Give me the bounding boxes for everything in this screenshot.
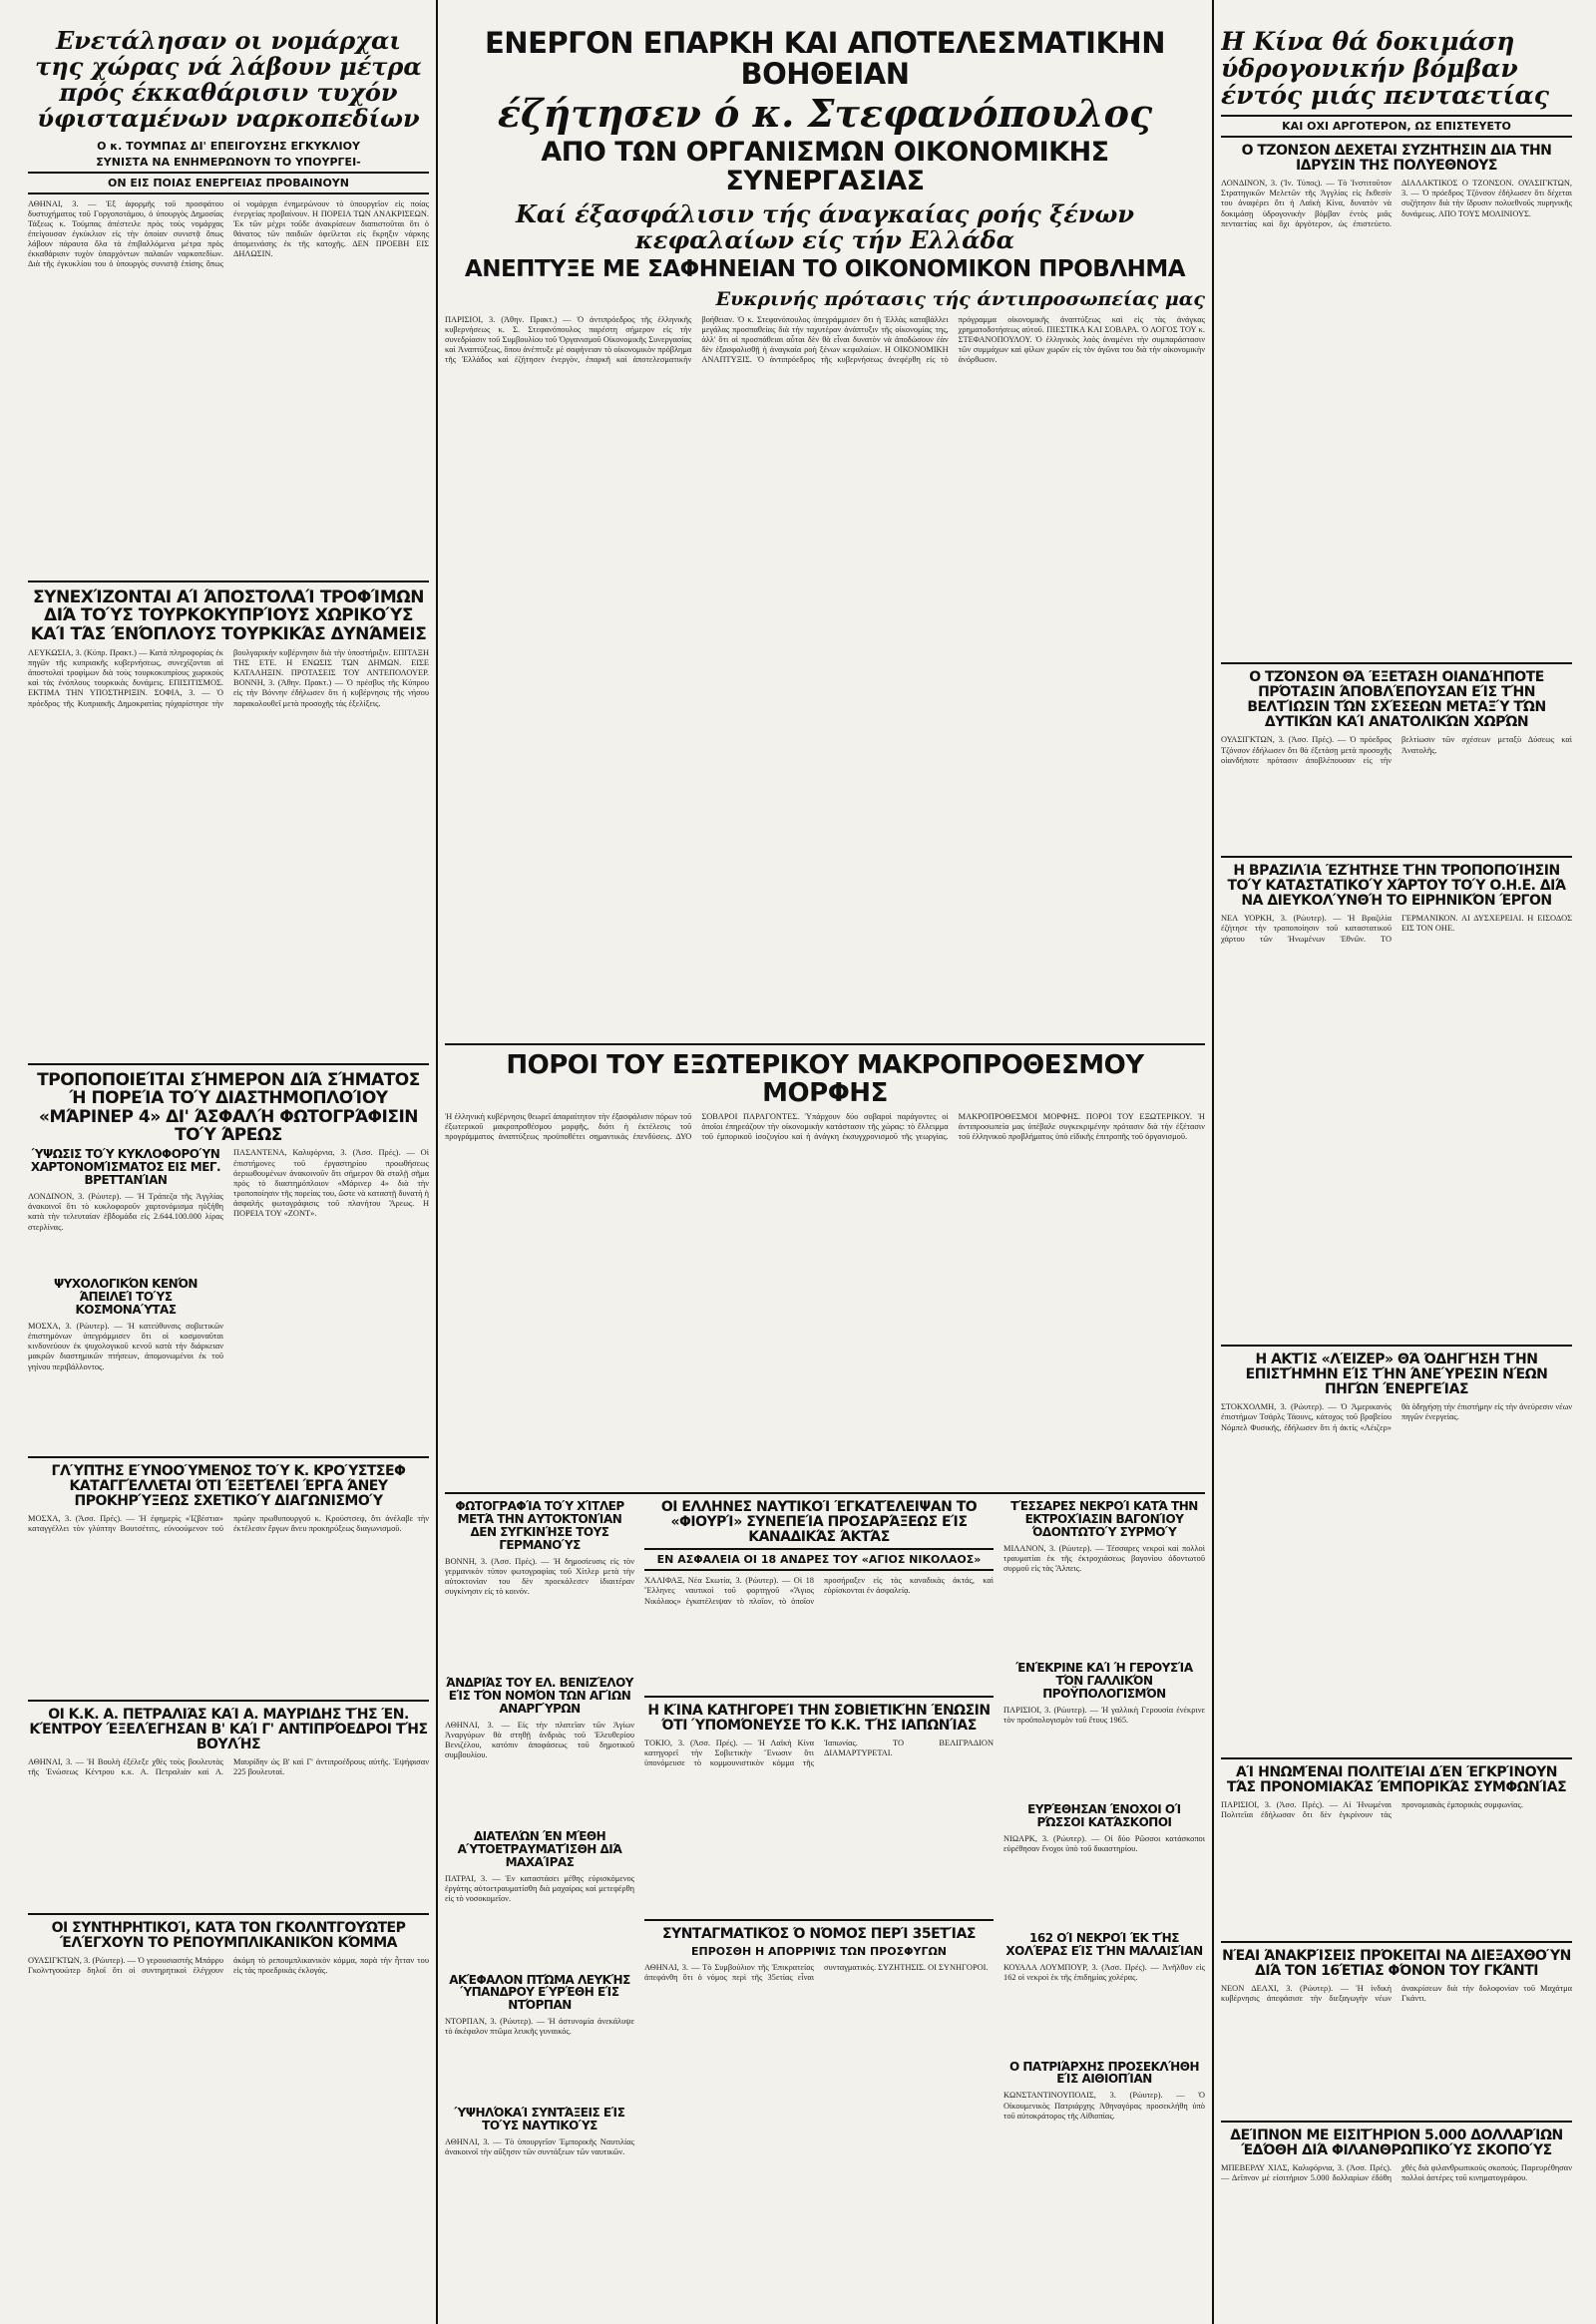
headline: 162 ΟΊ ΝΕΚΡΟΊ ΈΚ ΤΉΣ ΧΟΛΈΡΑΣ ΕΊΣ ΤΉΝ ΜΑΛΑΙΣΊΑΝ bbox=[1005, 1930, 1203, 1958]
headline: ΆΝΔΡΙΆΣ ΤΟΥ ΕΛ. ΒΕΝΙΖΈΛΟΥ ΕΊΣ ΤΌΝ ΝΟΜΌΝ ΤΩΝ ΑΓΊΩΝ ΑΝΑΡΓΎΡΩΝ bbox=[446, 1675, 633, 1716]
article-parliament bbox=[28, 1708, 429, 1907]
headline: Ενετάλησαν οι νομάρχαι της χώρας νά λάβουν μέτρα πρός έκκαθάρισιν τυχόν ύφισταμένων ναρκοπεδίων bbox=[35, 28, 422, 133]
subheadline: Καί έξασφάλισιν τής άναγκαίας ροής ξένων κεφαλαίων είς τήν Ελλάδα bbox=[515, 198, 1135, 254]
headline: ΟΙ Κ.Κ. Α. ΠΕΤΡΑΛΙΆΣ ΚΑΊ Α. ΜΑΥΡΙΔΗΣ ΤΉΣ ΈΝ. ΚΈΝΤΡΟΥ ΈΞΕΛΈΓΗΣΑΝ Β' ΚΑΊ Γ' ΑΝΤΙΠΡΌΕΔΡΟΙ ΤΉΣ ΒΟΥΛΉΣ bbox=[29, 1708, 428, 1753]
article-body: ΛΟΝΔΙΝΟΝ, 3. (Ἰν. Τύπος). — Τὸ Ἰνστιτοῦτον Στρατηγικῶν Μελετῶν τῆς Ἀγγλίας εἰς ἔκθεσίν του ἀναφέρει ὅτι ἡ Λαϊκὴ Κίνα, δυνατὸν νὰ δοκιμάσῃ ὑδρογονικὴν βόμβαν ἐντὸς μιᾶς πενταετίας καὶ ὄχι ἀργότερον, ὡς ἐπιστεύετο. ΔΙΑΛΑΚΤΙΚΟΣ Ο ΤΖΟΝΣΟΝ. ΟΥΑΣΙΓΚΤΩΝ, 3. — Ὁ πρόεδρος Τζόνσον ἐδήλωσεν ὅτι δέχεται συζήτησιν διὰ τὴν ἵδρυσιν πολυεθνοῦς πυρηνικῆς δυνάμεως. ΑΠΟ ΤΟΥΣ ΜΟΛΙΝΙΟΥΣ. bbox=[1221, 179, 1572, 228]
headline: ΤΡΟΠΟΠΟΙΕΊΤΑΙ ΣΉΜΕΡΟΝ ΔΙΆ ΣΉΜΑΤΟΣ Ή ΠΟΡΕΊΑ ΤΟΎ ΔΙΑΣΤΗΜΟΠΛΟΊΟΥ «ΜΆΡΙΝΕΡ 4» ΔΙ' ΆΣΦΑΛΉ ΦΩΤΟΓΡΆΦΙΣΙΝ ΤΟΎ ΆΡΕΩΣ bbox=[37, 1071, 420, 1146]
article-body: ΝΕΟΝ ΔΕΛΧΙ, 3. (Ρώυτερ). — Ἡ ἰνδικὴ κυβέρνησις ἀπεφάσισε τὴν διεξαγωγὴν νέων ἀνακρίσεων διὰ τὴν δολοφονίαν τοῦ Μαχάτμα Γκάντι. bbox=[1221, 1984, 1572, 2004]
headline: έζήτησεν ό κ. Στεφανόπουλος bbox=[497, 90, 1153, 136]
article-body: ΝΤΟΡΠΑΝ, 3. (Ρώυτερ). — Ἡ ἀστυνομία ἀνεκάλυψε τὸ ἀκέφαλον πτῶμα λευκῆς γυναικός. bbox=[445, 2017, 634, 2037]
divider bbox=[28, 1063, 429, 1065]
headline: Η ΒΡΑΖΙΛΊΑ ΈΖΉΤΗΣΕ ΤΉΝ ΤΡΟΠΟΠΟΊΗΣΙΝ ΤΟΎ ΚΑΤΑΣΤΑΤΙΚΟΎ ΧΆΡΤΟΥ ΤΟΎ Ο.Η.Ε. ΔΙΆ ΝΑ ΔΙΕΥΚΟΛΎΝΘΉ ΤΟ ΕΙΡΗΝΙΚΌΝ ΈΡΓΟΝ bbox=[1227, 864, 1566, 910]
subheadline: ΣΥΝΙΣΤΑ ΝΑ ΕΝΗΜΕΡΩΝΟΥΝ ΤΟ ΥΠΟΥΡΓΕΙ- bbox=[96, 155, 361, 169]
column-rule bbox=[436, 0, 438, 2324]
subheadline: ΚΑΙ ΟΧΙ ΑΡΓΟΤΕΡΟΝ, ΩΣ ΕΠΙΣΤΕΥΕΤΟ bbox=[1221, 115, 1572, 138]
subheadline: ΑΝΕΠΤΥΞΕ ΜΕ ΣΑΦΗΝΕΙΑΝ ΤΟ ΟΙΚΟΝΟΜΙΚΟΝ ΠΡΟΒΛΗΜΑ bbox=[464, 255, 1186, 282]
article-china-hbomb bbox=[1221, 28, 1572, 656]
article-body: ΚΟΥΑΛΑ ΛΟΥΜΠΟΥΡ, 3. (Ἀσσ. Πρές). — Ἀνῆλθον εἰς 162 οἱ νεκροὶ ἐκ τῆς ἐπιδημίας χολέρας. bbox=[1003, 1962, 1205, 1982]
subheadline: Ευκρινής πρότασις τής άντιπροσωπείας μας bbox=[715, 287, 1205, 310]
headline: ΨΥΧΟΛΟΓΙΚΌΝ ΚΕΝΌΝ ΆΠΕΙΛΕΊ ΤΟΎΣ ΚΟΣΜΟΝΑΎΤΑΣ bbox=[54, 1277, 198, 1318]
divider bbox=[1221, 2121, 1572, 2123]
article-johnson-east-west bbox=[1221, 670, 1572, 850]
article-gandhi bbox=[1221, 1949, 1572, 2115]
article-mariner bbox=[28, 1071, 429, 1450]
divider bbox=[28, 581, 429, 582]
article-cyprus-supplies bbox=[28, 588, 429, 1057]
divider bbox=[28, 1700, 429, 1702]
article-body: ΑΘΗΝΑΙ, 3. — Ἡ Βουλὴ ἐξέλεξε χθὲς τοὺς βουλευτὰς τῆς Ἑνώσεως Κέντρου κ.κ. Α. Πετραλιὰν καὶ Α. Μαυρίδην ὡς Β' καὶ Γ' ἀντιπροέδρους αὐτῆς. Ἐψήφισαν 225 βουλευταί. bbox=[28, 1757, 429, 1777]
article-body: ΜΟΣΧΑ, 3. (Ρώυτερ). — Ἡ κατεύθυνσις σοβιετικῶν ἐπιστημόνων ὑπεγράμμισεν ὅτι οἱ κοσμοναῦται κινδυνεύουν ἐκ ψυχολογικοῦ κενοῦ κατὰ τὴν διάρκειαν μακρῶν διαστημικῶν πτήσεων, ἀπομονωμένοι ἐκ τοῦ γηίνου περιβάλλοντος. bbox=[28, 1322, 223, 1371]
article-body: ΜΙΛΑΝΟΝ, 3. (Ρώυτερ). — Τέσσαρες νεκροὶ καὶ πολλοὶ τραυματίαι ἐκ τῆς ἐκτροχιάσεως βαγονίου ὀδοντωτοῦ συρμοῦ εἰς τὰς Ἄλπεις. bbox=[1003, 1543, 1205, 1574]
divider bbox=[1221, 1757, 1572, 1759]
article-body: ΑΘΗΝΑΙ, 3. — Ἐξ ἀφορμῆς τοῦ προσφάτου δυστυχήματος τοῦ Γοργοποτάμου, ὁ ὑπουργὸς Δημοσίας Τάξεως κ. Τούμπας ἀπέστειλε πρὸς τοὺς νομάρχας ἐπείγουσαν ἐγκύκλιον εἰς τὴν ὁποίαν συνιστᾷ ὅπως λάβουν πάραυτα ὅλα τὰ ἐπιβαλλόμενα μέτρα πρὸς ἐκκαθάρισιν τυχὸν ὑπαρχόντων παλαιῶν ναρκοπεδίων. Διὰ τῆς ἐγκυκλίου του ὁ ὑπουργὸς συνιστᾷ ἐπίσης ὅπως οἱ νομάρχαι ἐνημερώνουν τὸ ὑπουργεῖον εἰς ποίας ἐνεργείας προβαίνουν. Η ΠΟΡΕΙΑ ΤΩΝ ΑΝΑΚΡΙΣΕΩΝ. Ἐκ τῶν μέχρι τοῦδε ἀνακρίσεων διαπιστοῦται ὅτι ὁ θάνατος τῶν παιδιῶν ὀφείλεται εἰς ἔκρηξιν νάρκης ἀπομεινάσης ἐκ τῆς κατοχῆς. ΔΕΝ ΠΡΟΕΒΗ ΕΙΣ ΔΗΛΩΣΙΝ. bbox=[28, 198, 429, 269]
article-body: ΟΥΑΣΙΓΚΤΩΝ, 3. (Ἀσσ. Πρές). — Ὁ πρόεδρος Τζόνσον ἐδήλωσεν ὅτι θὰ ἐξετάσῃ μετὰ προσοχῆς οἱανδήποτε πρότασιν ἀποβλέπουσαν εἰς τὴν βελτίωσιν τῶν σχέσεων μεταξὺ Δύσεως καὶ Ἀνατολῆς. bbox=[1221, 735, 1572, 765]
headline: ΎΨΗΛΌΚΑΊ ΣΥΝΤΆΞΕΙΣ ΕΊΣ ΤΟΎΣ ΝΑΥΤΙΚΟΎΣ bbox=[454, 2106, 625, 2133]
headline: ΎΨΩΣΙΣ ΤΟΎ ΚΥΚΛΟΦΟΡΟΎΝ ΧΑΡΤΟΝΟΜΊΣΜΑΤΟΣ ΕΙΣ ΜΕΓ. ΒΡΕΤΤΑΝΊΑΝ bbox=[30, 1147, 221, 1188]
article-us-trade bbox=[1221, 1765, 1572, 1935]
headline: ΝΈΑΙ ΆΝΑΚΡΊΣΕΙΣ ΠΡΌΚΕΙΤΑΙ ΝΑ ΔΙΕΞΑΧΘΟΎΝ ΔΙΆ ΤΟΝ 16ΈΤΙΑΣ ΦΌΝΟΝ ΤΟΥ ΓΚΆΝΤΙ bbox=[1222, 1949, 1571, 1980]
article-hitler-photo bbox=[445, 1500, 634, 2310]
article-foreign-resources bbox=[445, 1051, 1205, 1486]
divider bbox=[1221, 1345, 1572, 1347]
article-body: ΒΟΝΝΗ, 3. (Ἀσσ. Πρές). — Ἡ δημοσίευσις εἰς τὸν γερμανικὸν τύπον φωτογραφίας τοῦ Χίτλερ μετὰ τὴν αὐτοκτονίαν του δὲν προεκάλεσεν ἰδιαιτέραν συγκίνησιν εἰς τὸ κοινόν. bbox=[445, 1556, 634, 1597]
divider bbox=[445, 1043, 1205, 1045]
divider bbox=[644, 1919, 994, 1921]
article-body: ΑΘΗΝΑΙ, 3. — Τὸ ὑπουργεῖον Ἐμπορικῆς Ναυτιλίας ἀνακοινοῖ τὴν αὔξησιν τῶν συντάξεων τῶν ναυτικῶν. bbox=[445, 2137, 634, 2157]
article-35-years-law bbox=[644, 1927, 994, 2310]
article-goldwater bbox=[28, 1921, 429, 2310]
subheadline: Ο ΤΖΟΝΣΟΝ ΔΕΧΕΤΑΙ ΣΥΖΗΤΗΣΙΝ ΔΙΑ ΤΗΝ ΙΔΡΥΣΙΝ ΤΗΣ ΠΟΛΥΕΘΝΟΥΣ bbox=[1241, 143, 1552, 175]
article-brazil-un bbox=[1221, 864, 1572, 1339]
article-body: ΝΕΑ ΥΟΡΚΗ, 3. (Ρώυτερ). — Ἡ Βραζιλία ἐζήτησε τὴν τροποποίησιν τοῦ καταστατικοῦ χάρτου τῶν Ἡνωμένων Ἐθνῶν. ΤΟ ΓΕΡΜΑΝΙΚΟΝ. ΑΙ ΔΥΣΧΕΡΕΙΑΙ. Η ΕΙΣΟΔΟΣ ΕΙΣ ΤΟΝ ΟΗΕ. bbox=[1221, 914, 1572, 944]
headline: ΕΥΡΈΘΗΣΑΝ ΈΝΟΧΟΙ ΟΊ ΡΏΣΣΟΙ ΚΑΤΆΣΚΟΠΟΙ bbox=[1027, 1801, 1181, 1829]
headline: ΦΩΤΟΓΡΑΦΊΑ ΤΟΎ ΧΊΤΛΕΡ ΜΕΤΆ ΤΗΝ ΑΥΤΟΚΤΟΝΊΑΝ ΔΕΝ ΣΥΓΚΙΝΉΣΕ ΤΟΥΣ ΓΕΡΜΑΝΟΎΣ bbox=[455, 1500, 624, 1552]
article-minefields bbox=[28, 28, 429, 575]
headline: Η ΚΊΝΑ ΚΑΤΗΓΟΡΕΊ ΤΗΝ ΣΟΒΙΕΤΙΚΉΝ ΈΝΩΣΙΝ ΌΤΙ ΎΠΟΜΌΝΕΥΣΕ ΤΌ Κ.Κ. ΤΉΣ ΙΑΠΩΝΊΑΣ bbox=[647, 1704, 991, 1735]
article-body: ΠΑΣΑΝΤΕΝΑ, Καλιφόρνια, 3. (Ἀσσ. Πρές). — Οἱ ἐπιστήμονες τοῦ ἐργαστηρίου προωθήσεως ἀεριωθουμένων ἀνακοινοῦν ὅτι σήμερον θὰ σταλῇ σῆμα πρὸς τὸ διαστημόπλοιον «Μάρινερ 4» διὰ τὴν τροποποίησιν τῆς πορείας του, ὥστε νὰ καταστῇ δυνατὴ ἡ ἀσφαλὴς φωτογράφισις τοῦ πλανήτου Ἄρεως. Η ΠΟΡΕΙΑ ΤΟΥ «ΖΟΝΤ». bbox=[233, 1148, 429, 1218]
article-body: Ἡ ἑλληνικὴ κυβέρνησις θεωρεῖ ἀπαραίτητον τὴν ἐξασφάλισιν πόρων τοῦ ἐξωτερικοῦ μακροπροθέσμου μορφῆς, διότι ἡ ἐκτέλεσις τοῦ προγράμματος ἀναπτύξεως προϋποθέτει σημαντικὰς ἐπενδύσεις. ΔΥΟ ΣΟΒΑΡΟΙ ΠΑΡΑΓΟΝΤΕΣ. Ὑπάρχουν δύο σοβαροὶ παράγοντες οἱ ὁποῖοι ἐπηρεάζουν τὴν οἰκονομικὴν κατάστασιν τῆς χώρας: τὸ ἔλλειμμα τοῦ ἐμπορικοῦ ἰσοζυγίου καὶ ἡ ἀνάγκη ἐκσυγχρονισμοῦ τῆς γεωργίας. ΜΑΚΡΟΠΡΟΘΕΣΜΟΙ ΜΟΡΦΗΣ. ΠΟΡΟΙ ΤΟΥ ΕΞΩΤΕΡΙΚΟΥ. Ἡ ἀντιπροσωπεία μας ὑπέβαλε συγκεκριμένην πρότασιν διὰ τὴν ἐξέτασιν τοῦ ἑλληνικοῦ προβλήματος ὑπὸ εἰδικῆς ἐπιτροπῆς τοῦ ὀργανισμοῦ. bbox=[445, 1112, 1205, 1142]
subheadline: Ο κ. ΤΟΥΜΠΑΣ ΔΙ' ΕΠΕΙΓΟΥΣΗΣ ΕΓΚΥΚΛΙΟΥ bbox=[97, 139, 360, 153]
headline: Η ΑΚΤΊΣ «ΛΈΙΖΕΡ» ΘΆ ΌΔΗΓΉΣΗ ΤΉΝ ΕΠΙΣΤΉΜΗΝ ΕΊΣ ΤΉΝ ΆΝΕΎΡΕΣΙΝ ΝΈΩΝ ΠΗΓΏΝ ΈΝΕΡΓΕΊΑΣ bbox=[1245, 1353, 1548, 1398]
headline: ΕΝΕΡΓΟΝ ΕΠΑΡΚΗ ΚΑΙ ΑΠΟΤΕΛΕΣΜΑΤΙΚΗΝ ΒΟΗΘΕΙΑΝ bbox=[485, 28, 1165, 92]
divider bbox=[644, 1696, 994, 1698]
article-body: ΠΑΤΡΑΙ, 3. — Ἐν καταστάσει μέθης εὑρισκόμενος ἐργάτης αὐτοετραυματίσθη διὰ μαχαίρας καὶ μετεφέρθη εἰς τὸ νοσοκομεῖον. bbox=[445, 1873, 634, 1903]
divider bbox=[28, 1913, 429, 1915]
headline: ΓΛΎΠΤΗΣ ΕΎΝΟΟΎΜΕΝΟΣ ΤΟΎ Κ. ΚΡΟΎΣΤΣΕΦ ΚΑΤΑΓΓΈΛΛΕΤΑΙ ΌΤΙ ΈΞΕΤΈΛΕΙ ΈΡΓΑ ΆΝΕΥ ΠΡΟΚΗΡΎΞΕΩΣ ΣΧΕΤΙΚΟΎ ΔΙΑΓΩΝΙΣΜΟΎ bbox=[51, 1464, 406, 1510]
headline: Η Κίνα θά δοκιμάση ύδρογονικήν βόμβαν έντός μιάς πενταετίας bbox=[1221, 28, 1550, 110]
article-body: ΠΑΡΙΣΙΟΙ, 3. (Ἀσσ. Πρές). — Αἱ Ἡνωμέναι Πολιτεῖαι ἐδήλωσαν ὅτι δὲν ἐγκρίνουν τὰς προνομιακὰς ἐμπορικὰς συμφωνίας. bbox=[1221, 1800, 1523, 1820]
headline: ΔΕΊΠΝΟΝ ΜΕ ΕΙΣΙΤΉΡΙΟΝ 5.000 ΔΟΛΛΑΡΊΩΝ ΈΔΌΘΗ ΔΙΆ ΦΙΛΑΝΘΡΩΠΙΚΟΎΣ ΣΚΟΠΟΎΣ bbox=[1230, 2129, 1563, 2159]
headline: ΔΙΑΤΕΛΏΝ ΈΝ ΜΈΘΗ ΑΎΤΟΕΤΡΑΥΜΑΤΊΣΘΗ ΔΙΆ ΜΑΧΑΊΡΑΣ bbox=[457, 1828, 622, 1869]
divider bbox=[445, 1492, 1205, 1494]
column-rule bbox=[1212, 0, 1214, 2324]
divider bbox=[1221, 856, 1572, 858]
article-body: ΛΟΝΔΙΝΟΝ, 3. (Ρώυτερ). — Ἡ Τράπεζα τῆς Ἀγγλίας ἀνακοινοῖ ὅτι τὸ κυκλοφοροῦν χαρτονόμισμα ηὐξήθη κατὰ τὴν τελευταίαν ἑβδομάδα εἰς 2.644.100.000 λίρας στερλίνας. bbox=[28, 1192, 223, 1232]
article-body: ΑΘΗΝΑΙ, 3. — Εἰς τὴν πλατεῖαν τῶν Ἁγίων Ἀναργύρων θὰ στηθῇ ἀνδριὰς τοῦ Ἐλευθερίου Βενιζέλου, κατόπιν ἀποφάσεως τοῦ δημοτικοῦ συμβουλίου. bbox=[445, 1720, 634, 1759]
divider bbox=[1221, 1941, 1572, 1943]
article-body: ΣΤΟΚΧΟΛΜΗ, 3. (Ρώυτερ). — Ὁ Ἀμερικανὸς ἐπιστήμων Τσάρλς Τάουνς, κάτοχος τοῦ βραβείου Νόμπελ Φυσικῆς, ἐδήλωσεν ὅτι ἡ ἀκτὶς «Λέιζερ» θὰ ὁδηγήσῃ τὴν ἐπιστήμην εἰς τὴν ἀνεύρεσιν νέων πηγῶν ἐνεργείας. bbox=[1221, 1402, 1572, 1432]
headline: Ο ΠΑΤΡΙΆΡΧΗΣ ΠΡΟΣΕΚΛΉΘΗ ΕΊΣ ΑΙΘΙΟΠΊΑΝ bbox=[1008, 2059, 1200, 2087]
article-body: ΝΙΩΑΡΚ, 3. (Ρώυτερ). — Οἱ δύο Ρῶσσοι κατάσκοποι εὑρέθησαν ἔνοχοι ὑπὸ τοῦ δικαστηρίου. bbox=[1003, 1833, 1205, 1853]
headline: ΟΙ ΕΛΛΗΝΕΣ ΝΑΥΤΙΚΟΊ ΈΓΚΑΤΈΛΕΙΨΑΝ ΤΟ «ΦΙΟΥΡΊ» ΣΥΝΕΠΕΊΑ ΠΡΟΣΑΡΆΞΕΩΣ ΕΊΣ ΚΑΝΑΔΙΚΆΣ ΆΚΤΆΣ bbox=[660, 1500, 978, 1546]
article-stefanopoulos bbox=[445, 28, 1205, 1037]
headline: ΟΙ ΣΥΝΤΗΡΗΤΙΚΟΊ, ΚΑΤΆ ΤΟΝ ΓΚΟΛΝΤΓΟΥΏΤΕΡ ΈΛΈΓΧΟΥΝ ΤΟ ΡΕΠΟΥΜΠΛΙΚΑΝΙΚΌΝ ΚΌΜΜΑ bbox=[51, 1921, 406, 1952]
article-train-crash bbox=[1003, 1500, 1205, 2310]
article-laser bbox=[1221, 1353, 1572, 1751]
article-china-soviet bbox=[644, 1704, 994, 1913]
headline: ΠΟΡΟΙ ΤΟΥ ΕΞΩΤΕΡΙΚΟΥ ΜΑΚΡΟΠΡΟΘΕΣΜΟΥ ΜΟΡΦΗΣ bbox=[506, 1051, 1144, 1109]
article-body: ΜΠΕΒΕΡΛΥ ΧΙΛΣ, Καλιφόρνια, 3. (Ἀσσ. Πρές). — Δεῖπνον μὲ εἰσιτήριον 5.000 δολλαρίων ἐδόθη χθὲς διὰ φιλανθρωπικοὺς σκοπούς. Παρευρέθησαν πολλοὶ ἀστέρες τοῦ κινηματογράφου. bbox=[1221, 2163, 1572, 2183]
article-greek-sailors bbox=[644, 1500, 994, 1690]
article-body: ΠΑΡΙΣΙΟΙ, 3. (Ἀθην. Πρακτ.) — Ὁ ἀντιπρόεδρος τῆς ἑλληνικῆς κυβερνήσεως κ. Σ. Στεφανόπουλος παρέστη σήμερον εἰς τὴν συνεδρίασιν τοῦ Συμβουλίου τοῦ Ὀργανισμοῦ Οἰκονομικῆς Συνεργασίας καὶ Ἀναπτύξεως, ὅπου ἀνέπτυξε μὲ σαφήνειαν τὸ οἰκονομικὸν πρόβλημα τῆς Ἑλλάδος καὶ ἐζήτησεν ἐνεργὸν, ἐπαρκῆ καὶ ἀποτελεσματικὴν βοήθειαν. Ὁ κ. Στεφανόπουλος ὑπεγράμμισεν ὅτι ἡ Ἑλλὰς καταβάλλει μεγάλας προσπαθείας διὰ τὴν ταχυτέραν ἀνάπτυξιν τῆς οἰκονομίας της, ἀλλ' ὅτι αἱ προσπάθειαι αὗται δὲν θὰ εἶναι δυνατὸν νὰ ἀποδώσουν ἐὰν δὲν ἐξασφαλισθῇ ἡ ἀναγκαία ροὴ ξένων κεφαλαίων. Η ΟΙΚΟΝΟΜΙΚΗ ΑΝΑΠΤΥΞΙΣ. Ὁ ἀντιπρόεδρος τῆς κυβερνήσεως ἀνεφέρθη εἰς τὸ πρόγραμμα οἰκονομικῆς ἀναπτύξεως καὶ εἰς τὰς ἀνάγκας χρηματοδοτήσεως αὐτοῦ. ΠΙΕΣΤΙΚΑ ΚΑΙ ΣΟΒΑΡΑ. Ὁ ΛΟΓΟΣ ΤΟΥ κ. ΣΤΕΦΑΝΟΠΟΥΛΟΥ. Ὁ ἑλληνικὸς λαὸς ἀναμένει τὴν συμπαράστασιν τῶν συμμάχων καὶ φίλων χωρῶν εἰς τὸν ἀγῶνα του διὰ τὴν οἰκονομικὴν ἀνόρθωσιν. bbox=[445, 314, 1205, 364]
article-body: ΚΩΝΣΤΑΝΤΙΝΟΥΠΟΛΙΣ, 3. (Ρώυτερ). — Ὁ Οἰκουμενικὸς Πατριάρχης Ἀθηναγόρας προσεκλήθη ὑπὸ τοῦ αὐτοκράτορος τῆς Αἰθιοπίας. bbox=[1003, 2091, 1205, 2121]
article-body: ΠΑΡΙΣΙΟΙ, 3. (Ρώυτερ). — Ἡ γαλλικὴ Γερουσία ἐνέκρινε τὸν προϋπολογισμὸν τοῦ ἔτους 1965. bbox=[1003, 1705, 1205, 1725]
article-body: ΛΕΥΚΩΣΙΑ, 3. (Κύπρ. Πρακτ.) — Κατὰ πληροφορίας ἐκ πηγῶν τῆς κυπριακῆς κυβερνήσεως, συνεχίζονται αἱ ἀποστολαὶ τροφίμων διὰ τοὺς τουρκοκυπρίους χωρικοὺς καὶ τὰς ἐνόπλους τουρκικὰς δυνάμεις. ΕΠΙΣΙΤΙΣΜΟΣ. ΕΚΤΙΜΑ ΤΗΝ ΥΠΟΣΤΗΡΙΞΙΝ. ΣΟΦΙΑ, 3. — Ὁ πρόεδρος τῆς Κυπριακῆς Δημοκρατίας ηὐχαρίστησε τὴν βουλγαρικὴν κυβέρνησιν διὰ τὴν ὑποστήριξιν. ΕΠΙΤΑΞΗ ΤΗΣ ΕΤΕ. Η ΕΝΩΣΙΣ ΤΩΝ ΔΗΜΩΝ. ΕΙΣΕ ΚΑΤΑΛΗΞΙΝ. ΠΡΟΤΑΣΕΙΣ ΤΟΥ ΑΝΤΕΠΟΛΟΥΕΡ. ΒΟΝΝΗ, 3. (Ἀθην. Πρακτ.) — Ὁ πρέσβυς τῆς Κύπρου εἰς τὴν Βόννην ἐδήλωσεν ὅτι ἡ κυβέρνησις τῆς νήσου παρακολουθεῖ μετὰ προσοχῆς τὰς ἐξελίξεις. bbox=[28, 648, 429, 708]
headline: Ο ΤΖΌΝΣΟΝ ΘΆ ΈΞΕΤΆΣΗ ΟΙΑΝΔΉΠΟΤΕ ΠΡΌΤΑΣΙΝ ΆΠΟΒΛΈΠΟΥΣΑΝ ΕΊΣ ΤΉΝ ΒΕΛΤΊΩΣΙΝ ΤΏΝ ΣΧΈΣΕΩΝ ΜΕΤΑΞΎ ΤΏΝ ΔΥΤΙΚΏΝ ΚΑΊ ΑΝΑΤΟΛΙΚΏΝ ΧΩΡΏΝ bbox=[1247, 670, 1546, 731]
headline: ΈΝΈΚΡΙΝΕ ΚΑΊ Ή ΓΕΡΟΥΣΊΑ ΤΌΝ ΓΑΛΛΙΚΌΝ ΠΡΟΫΠΟΛΟΓΙΣΜΌΝ bbox=[1015, 1660, 1193, 1701]
divider bbox=[28, 1456, 429, 1458]
headline: ΣΥΝΤΑΓΜΑΤΙΚΌΣ Ό ΝΌΜΟΣ ΠΕΡΊ 35ΕΤΊΑΣ bbox=[662, 1927, 976, 1942]
article-body: ΟΥΑΣΙΓΚΤΩΝ, 3. (Ρώυτερ). — Ὁ γερουσιαστὴς Μπάρρυ Γκολντγουώτερ δηλοῖ ὅτι οἱ συντηρητικοὶ ἐλέγχουν ἀκόμη τὸ ρεπουμπλικανικὸν κόμμα, παρὰ τὴν ἧτταν του εἰς τὰς προεδρικὰς ἐκλογάς. bbox=[28, 1956, 429, 1976]
article-charity-dinner bbox=[1221, 2129, 1572, 2310]
article-body: ΧΑΛΙΦΑΞ, Νέα Σκωτία, 3. (Ρώυτερ). — Οἱ 18 Ἕλληνες ναυτικοὶ τοῦ φορτηγοῦ «Ἅγιος Νικόλαος» ἐγκατέλειψαν τὸ πλοῖον, τὸ ὁποῖον προσήραξεν εἰς τὰς καναδικὰς ἀκτάς, καὶ εὑρίσκονται ἐν ἀσφαλείᾳ. bbox=[644, 1576, 994, 1606]
subheadline: ΕΝ ΑΣΦΑΛΕΙΑ ΟΙ 18 ΑΝΔΡΕΣ ΤΟΥ «ΑΓΙΟΣ ΝΙΚΟΛΑΟΣ» bbox=[644, 1548, 994, 1571]
subheadline: ΟΝ ΕΙΣ ΠΟΙΑΣ ΕΝΕΡΓΕΙΑΣ ΠΡΟΒΑΙΝΟΥΝ bbox=[28, 172, 429, 194]
subheadline: ΕΠΡΟΣΘΗ Η ΑΠΟΡΡΙΨΙΣ ΤΩΝ ΠΡΟΣΦΥΓΩΝ bbox=[690, 1945, 948, 1959]
headline: ΤΈΣΣΑΡΕΣ ΝΕΚΡΟΊ ΚΑΤΆ ΤΗΝ ΕΚΤΡΟΧΊΑΣΙΝ ΒΑΓΟΝΊΟΥ ΌΔΟΝΤΩΤΟΎ ΣΥΡΜΟΎ bbox=[1010, 1500, 1198, 1539]
headline: ΣΥΝΕΧΊΖΟΝΤΑΙ ΑΊ ΆΠΟΣΤΟΛΑΊ ΤΡΟΦΊΜΩΝ ΔΙΆ ΤΟΎΣ ΤΟΥΡΚΟΚΥΠΡΊΟΥΣ ΧΩΡΙΚΟΎΣ ΚΑΊ ΤΆΣ ΈΝΌΠΛΟΥΣ ΤΟΥΡΚΙΚΆΣ ΔΥΝΆΜΕΙΣ bbox=[30, 588, 427, 644]
article-sculptor bbox=[28, 1464, 429, 1694]
divider bbox=[1221, 662, 1572, 664]
article-body: ΑΘΗΝΑΙ, 3. — Τὸ Συμβούλιον τῆς Ἐπικρατείας ἀπεφάνθη ὅτι ὁ νόμος περὶ τῆς 35ετίας εἶναι συνταγματικός. ΣΥΖΗΤΗΣΙΣ. ΟΙ ΣΥΝΗΓΟΡΟΙ. bbox=[644, 1963, 989, 1983]
article-body: ΤΟΚΙΟ, 3. (Ἀσσ. Πρές). — Ἡ Λαϊκὴ Κίνα κατηγορεῖ τὴν Σοβιετικὴν Ἕνωσιν ὅτι ὑπονόμευσε τὸ κομμουνιστικὸν κόμμα τῆς Ἰαπωνίας. ΤΟ ΒΕΛΙΓΡΑΔΙΟΝ ΔΙΑΜΑΡΤΥΡΕΤΑΙ. bbox=[644, 1739, 994, 1768]
headline: ΑΚΈΦΑΛΟΝ ΠΤΏΜΑ ΛΕΥΚΉΣ ΎΠΑΝΔΡΟΥ ΕΎΡΈΘΗ ΕΊΣ ΝΤΌΡΠΑΝ bbox=[449, 1972, 630, 2013]
headline: ΑΊ ΗΝΩΜΈΝΑΙ ΠΟΛΙΤΕΊΑΙ ΔΈΝ ΈΓΚΡΊΝΟΥΝ ΤΆΣ ΠΡΟΝΟΜΙΑΚΆΣ ΈΜΠΟΡΙΚΆΣ ΣΥΜΦΩΝΊΑΣ bbox=[1226, 1765, 1567, 1796]
article-body: ΜΟΣΧΑ, 3. (Ἀσσ. Πρές). — Ἡ ἐφημερὶς «Ἰζβέστια» καταγγέλλει τὸν γλύπτην Βουτσέτιτς, εὐνοούμενον τοῦ πρώην πρωθυπουργοῦ κ. Κρούστσεφ, ὅτι ἀνέλαβε τὴν ἐκτέλεσιν ἔργων ἄνευ προκηρύξεως διαγωνισμοῦ. bbox=[28, 1514, 429, 1534]
headline: ΑΠΟ ΤΩΝ ΟΡΓΑΝΙΣΜΩΝ ΟΙΚΟΝΟΜΙΚΗΣ ΣΥΝΕΡΓΑΣΙΑΣ bbox=[541, 136, 1109, 196]
